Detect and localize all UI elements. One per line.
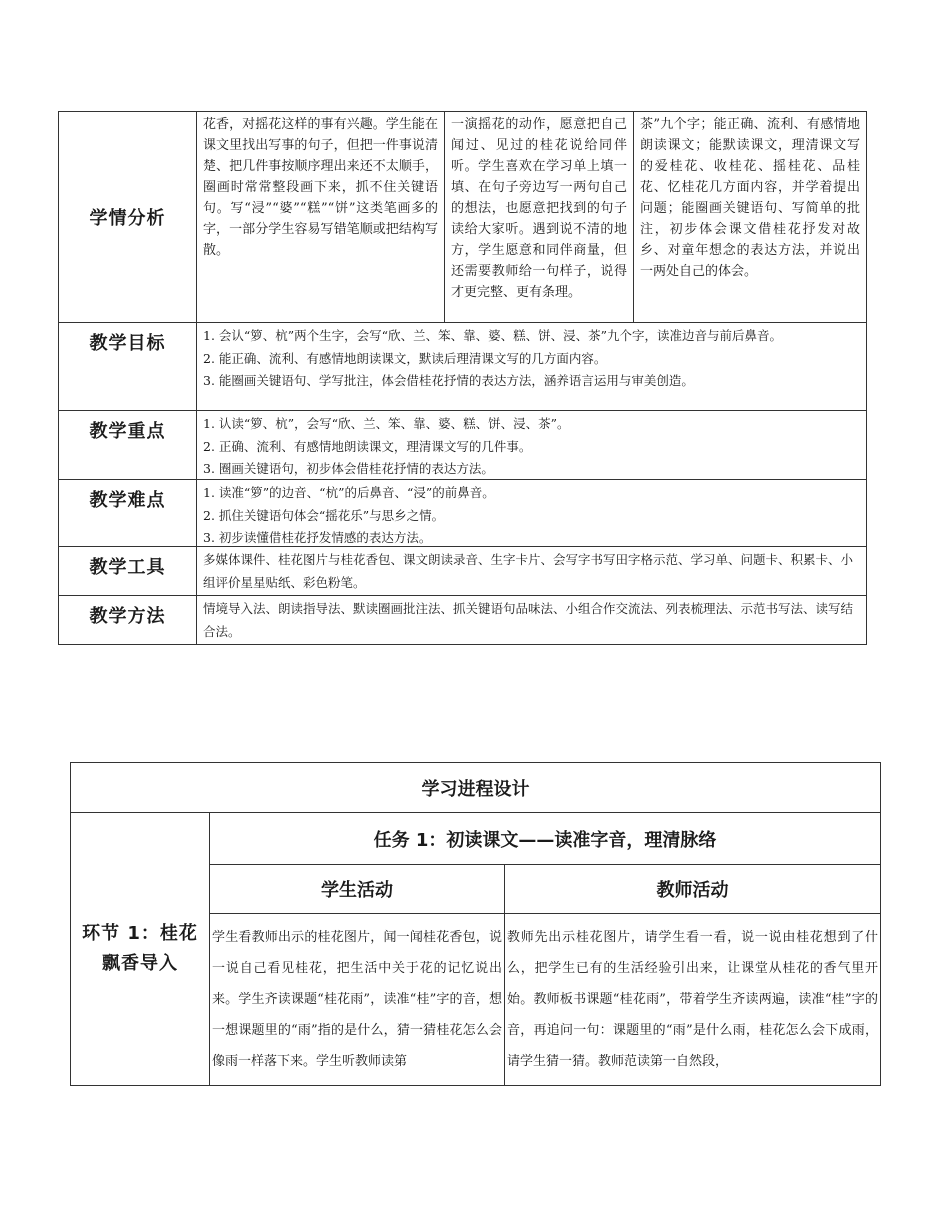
key-point-item: 1. 认读“箩、杭”，会写“欣、兰、笨、靠、婆、糕、饼、浸、茶”。 bbox=[203, 416, 570, 431]
row-label-key-points: 教学重点 bbox=[58, 410, 197, 480]
objectives-content bbox=[196, 322, 867, 411]
analysis-col-1: 花香，对摇花这样的事有兴趣。学生能在课文里找出写事的句子，但把一件事说清楚、把几件事按顺序理出来还不太顺手，圈画时常常整段画下来，抓不住关键语句。写“浸”“婆”“糕”“饼”这类笔画多的字，一部分学生容易写错笔顺或把结构写散。 bbox=[196, 111, 445, 323]
tools-content: 多媒体课件、桂花图片与桂花香包、课文朗读录音、生字卡片、会写字书写田字格示范、学习单、问题卡、积累卡、小组评价星星贴纸、彩色粉笔。 bbox=[196, 546, 867, 596]
teacher-activity-text: 教师先出示桂花图片，请学生看一看，说一说由桂花想到了什么，把学生已有的生活经验引出来，让课堂从桂花的香气里开始。教师板书课题“桂花雨”，带着学生齐读两遍，读准“桂”字的音，再追问一句：课题里的“雨”是什么雨，桂花怎么会下成雨，请学生猜一猜。教师范读第一自然段， bbox=[504, 913, 881, 1086]
row-label-difficulties: 教学难点 bbox=[58, 479, 197, 547]
methods-content: 情境导入法、朗读指导法、默读圈画批注法、抓关键语句品味法、小组合作交流法、列表梳理法、示范书写法、读写结合法。 bbox=[196, 595, 867, 645]
process-title: 学习进程设计 bbox=[70, 762, 881, 813]
key-points-content bbox=[196, 410, 867, 480]
row-label-analysis: 学情分析 bbox=[58, 111, 197, 323]
task-title: 任务 1：初读课文——读准字音，理清脉络 bbox=[209, 812, 881, 865]
difficulty-item: 2. 抓住关键语句体会“摇花乐”与思乡之情。 bbox=[203, 507, 445, 523]
difficulty-item: 1. 读准“箩”的边音、“杭”的后鼻音、“浸”的前鼻音。 bbox=[203, 485, 495, 500]
key-point-item: 3. 圈画关键语句，初步体会借桂花抒情的表达方法。 bbox=[203, 461, 494, 476]
objective-item: 1. 会认“箩、杭”两个生字，会写“欣、兰、笨、靠、婆、糕、饼、浸、茶”九个字，读准边音与前后鼻音。 bbox=[203, 328, 782, 343]
row-label-objectives: 教学目标 bbox=[58, 322, 197, 411]
key-point-item: 2. 正确、流利、有感情地朗读课文，理清课文写的几件事。 bbox=[203, 438, 532, 454]
analysis-col-2: 一演摇花的动作，愿意把自己闻过、见过的桂花说给同伴听。学生喜欢在学习单上填一填、在句子旁边写一两句自己的想法，也愿意把找到的句子读给大家听。遇到说不清的地方，学生愿意和同伴商量，但还需要教师给一句样子，说得才更完整、更有条理。 bbox=[444, 111, 634, 323]
teacher-activity-header: 教师活动 bbox=[504, 864, 881, 914]
row-label-methods: 教学方法 bbox=[58, 595, 197, 645]
stage-label bbox=[70, 812, 210, 1086]
student-activity-text: 学生看教师出示的桂花图片，闻一闻桂花香包，说一说自己看见桂花，把生活中关于花的记忆说出来。学生齐读课题“桂花雨”，读准“桂”字的音，想一想课题里的“雨”指的是什么，猜一猜桂花怎么会像雨一样落下来。学生听教师读第 bbox=[209, 913, 505, 1086]
row-label-tools: 教学工具 bbox=[58, 546, 197, 596]
objective-item: 2. 能正确、流利、有感情地朗读课文，默读后理清课文写的几方面内容。 bbox=[203, 350, 607, 366]
difficulties-content bbox=[196, 479, 867, 547]
stage-label-text: 环节 1：桂花飘香导入 bbox=[82, 923, 198, 974]
difficulty-item: 3. 初步读懂借桂花抒发情感的表达方法。 bbox=[203, 530, 432, 545]
student-activity-header: 学生活动 bbox=[209, 864, 505, 914]
analysis-col-3: 茶”九个字；能正确、流利、有感情地朗读课文；能默读课文，理清课文写的爱桂花、收桂花、摇桂花、品桂花、忆桂花几方面内容，并学着提出问题；能圈画关键语句、写简单的批注，初步体会课文借桂花抒发对故乡、对童年想念的表达方法，并说出一两处自己的体会。 bbox=[633, 111, 867, 323]
objective-item: 3. 能圈画关键语句、学写批注，体会借桂花抒情的表达方法，涵养语言运用与审美创造。 bbox=[203, 373, 694, 388]
